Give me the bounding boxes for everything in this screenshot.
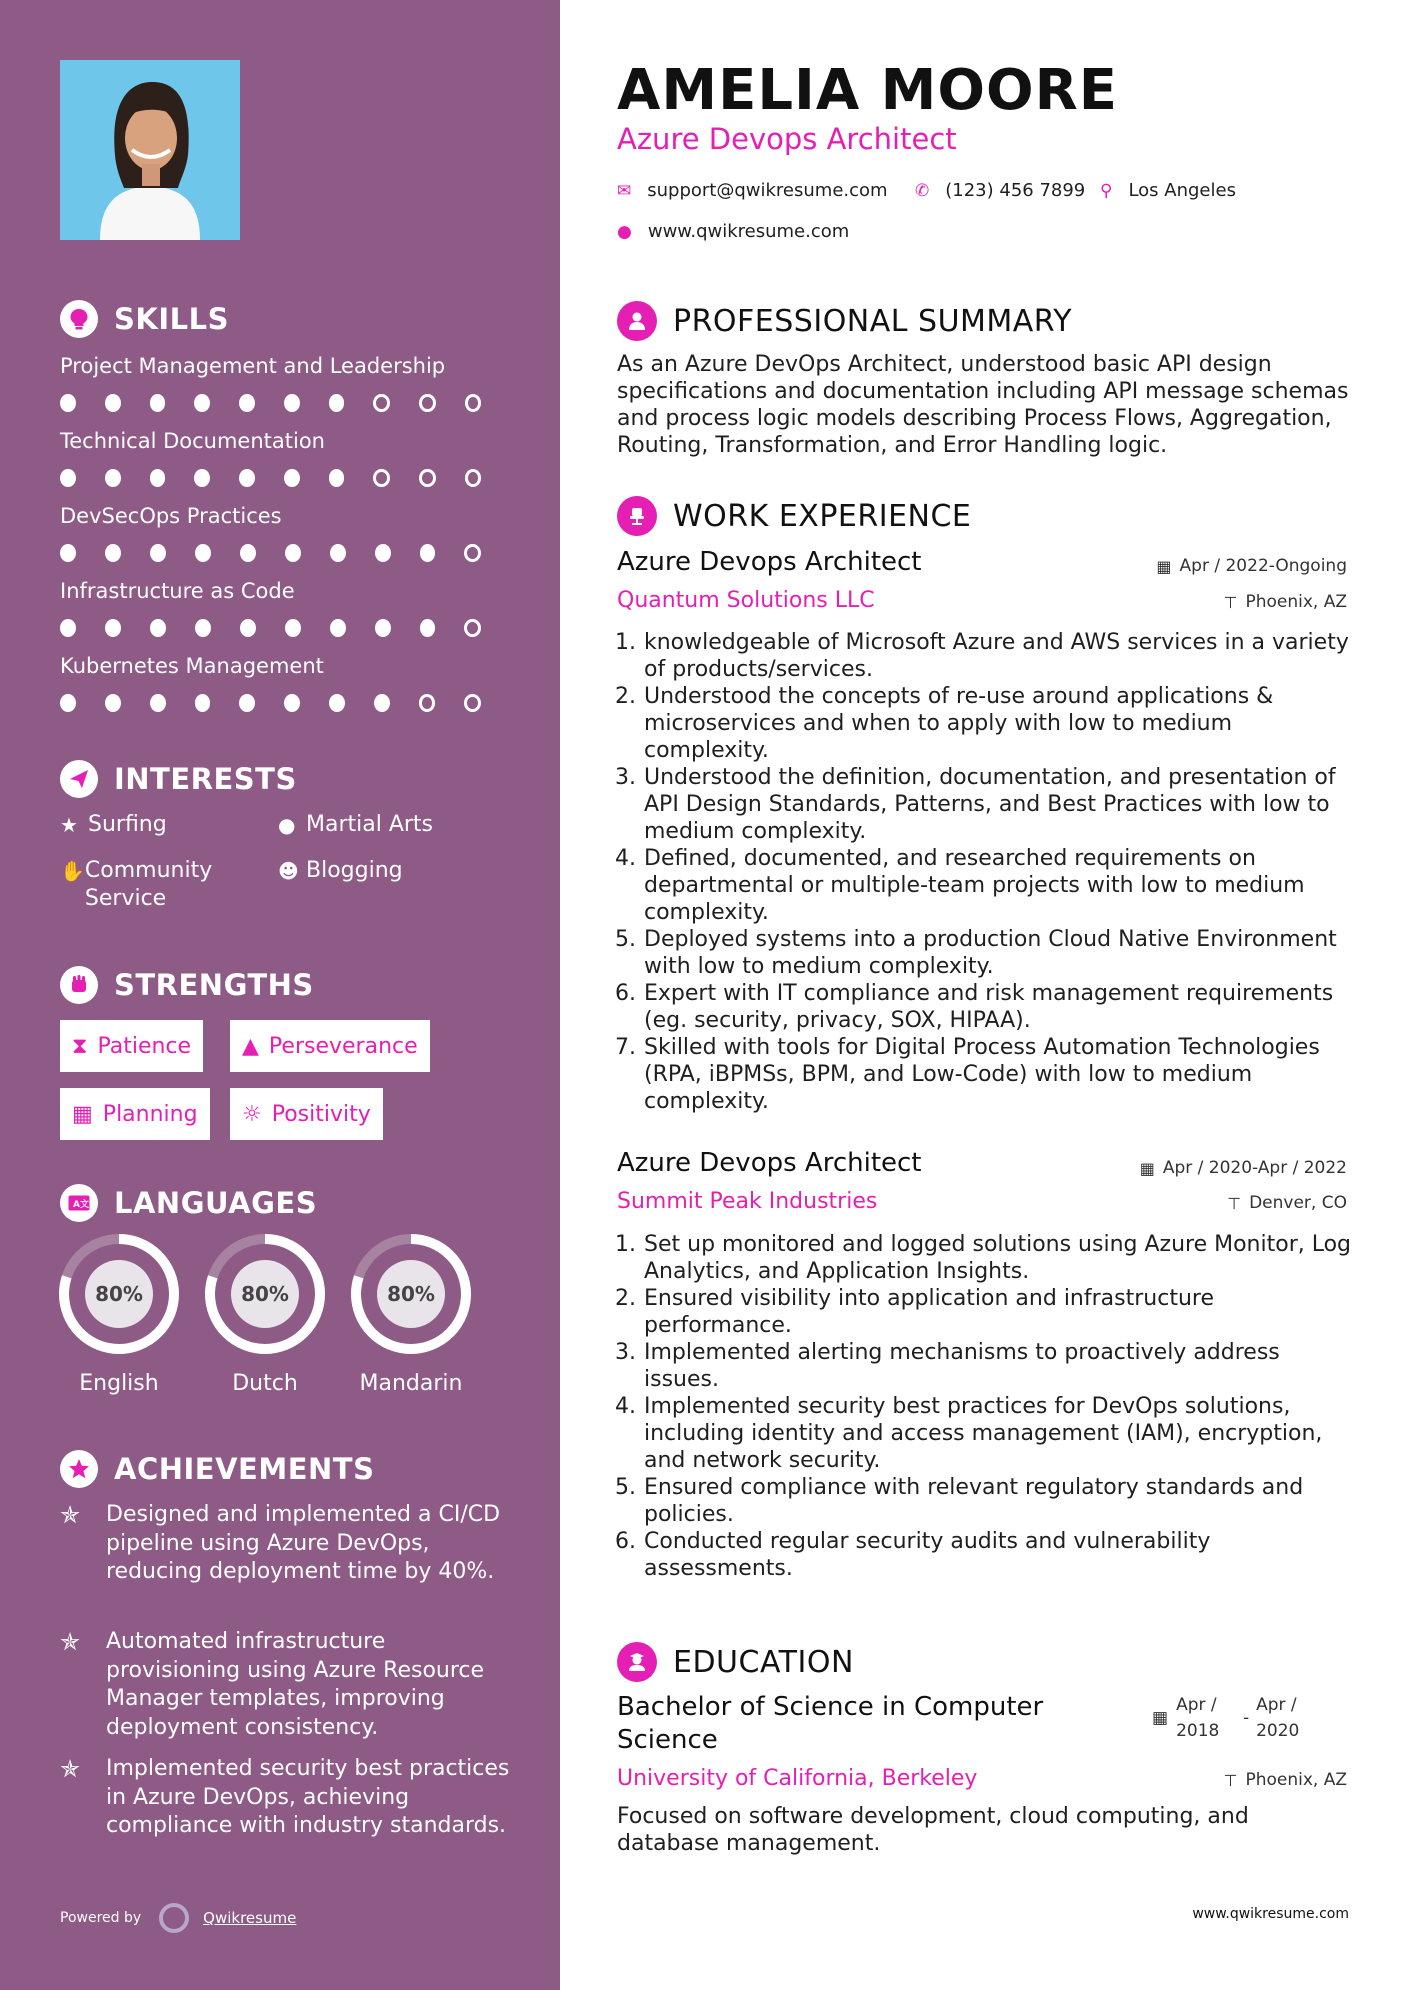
skill-rating (60, 694, 510, 712)
rating-dot-filled (150, 619, 166, 637)
rating-dot-filled (105, 469, 121, 487)
contact-email[interactable]: ✉ support@qwikresume.com (617, 180, 888, 201)
job-dates: ▦ Apr / 2022-Ongoing (1156, 556, 1347, 576)
interest-item: ☻ Blogging (278, 858, 403, 883)
map-pin-icon: ⚲ (1100, 180, 1113, 201)
sidebar (0, 0, 560, 1990)
skill-item: Kubernetes Management (60, 652, 510, 712)
svg-text:A文: A文 (73, 1200, 89, 1210)
skill-item: Technical Documentation (60, 427, 510, 487)
star-icon: ★ (60, 813, 78, 837)
rating-dot-empty (373, 469, 390, 487)
rating-dot-filled (374, 694, 390, 712)
user-icon (617, 301, 657, 341)
rating-dot-empty (419, 394, 436, 412)
calendar-icon: ▦ (1156, 556, 1172, 576)
pushpin-icon: ⊤ (1223, 592, 1238, 612)
skill-rating (60, 394, 510, 412)
rating-dot-filled (240, 544, 256, 562)
list-item: 2. Understood the concepts of re-use around applications & microservices and when to apply with low to medium complexity. (615, 684, 1274, 763)
school-location: ⊤ Phoenix, AZ (1223, 1770, 1347, 1790)
pushpin-icon: ⊤ (1223, 1770, 1238, 1790)
job-title: Azure Devops Architect (617, 1148, 922, 1178)
company-name: Quantum Solutions LLC (617, 588, 875, 613)
rating-dot-filled (60, 469, 76, 487)
globe-icon: ● (617, 221, 632, 242)
skill-rating (60, 469, 510, 487)
contact-phone[interactable]: ✆ (123) 456 7899 (915, 180, 1086, 201)
rating-dot-filled (195, 694, 211, 712)
strengths-heading: STRENGTHS (60, 966, 314, 1004)
education-dates: ▦ Apr / 2018 - Apr / 2020 (1152, 1695, 1300, 1741)
list-item: 1. knowledgeable of Microsoft Azure and AWS services in a variety of products/services. (615, 630, 1349, 682)
pushpin-icon: ⊤ (1227, 1193, 1242, 1213)
rating-dot-filled (284, 469, 300, 487)
language-ring (204, 1233, 326, 1355)
skill-rating (60, 544, 510, 562)
rating-dot-empty (464, 619, 481, 637)
interest-item: ✋ Community Service (60, 858, 213, 911)
achievements-heading: ACHIEVEMENTS (60, 1450, 374, 1488)
rating-dot-empty (464, 694, 481, 712)
rating-dot-filled (150, 544, 166, 562)
job-bullets (610, 629, 1355, 1115)
rating-dot-filled (105, 394, 121, 412)
translate-icon (60, 1184, 98, 1222)
rating-dot-filled (150, 394, 166, 412)
rating-dot-filled (375, 544, 391, 562)
languages-heading: A文 LANGUAGES (60, 1184, 317, 1222)
list-item: 4. Defined, documented, and researched requirements on departmental or multiple-team projects with low to medium complexity. (615, 846, 1305, 925)
star-badge-icon: ✯ (60, 1755, 81, 1783)
powered-by: Powered by Qwikresume (60, 1903, 296, 1933)
achievement-item: ✯ Designed and implemented a CI/CD pipeline using Azure DevOps, reducing deployment time by 40%. (60, 1501, 510, 1587)
rating-dot-filled (105, 694, 121, 712)
list-item: 5. Ensured compliance with relevant regulatory standards and policies. (615, 1475, 1304, 1527)
list-item: 6. Conducted regular security audits and vulnerability assessments. (615, 1529, 1211, 1581)
achievement-item: ✯ Automated infrastructure provisioning using Azure Resource Manager templates, improving deployment consistency. (60, 1628, 510, 1742)
skill-item: Project Management and Leadership (60, 352, 510, 412)
rating-dot-empty (373, 394, 390, 412)
svg-text:80%: 80% (387, 1282, 435, 1306)
rating-dot-filled (195, 619, 211, 637)
list-item: 2. Ensured visibility into application and infrastructure performance. (615, 1286, 1214, 1338)
candidate-role: Azure Devops Architect (617, 122, 957, 156)
footer-url[interactable]: www.qwikresume.com (1192, 1906, 1349, 1922)
strength-chip: ▲ Perseverance (230, 1020, 430, 1072)
fist-icon (60, 966, 98, 1004)
calendar-icon: ▦ (1139, 1158, 1155, 1178)
list-item: 4. Implemented security best practices for DevOps solutions, including identity and access management (IAM), encryption, and network security. (615, 1394, 1323, 1473)
calendar-icon: ▦ (72, 1101, 93, 1127)
svg-text:80%: 80% (241, 1282, 289, 1306)
rating-dot-empty (465, 394, 482, 412)
summary-heading: PROFESSIONAL SUMMARY (617, 301, 1072, 341)
rating-dot-filled (150, 694, 166, 712)
rating-dot-filled (150, 469, 166, 487)
hourglass-icon: ⧗ (72, 1033, 88, 1059)
list-item: 3. Implemented alerting mechanisms to proactively address issues. (615, 1340, 1280, 1392)
svg-text:80%: 80% (95, 1282, 143, 1306)
sun-icon: ☼ (242, 1101, 262, 1127)
rating-dot-filled (420, 619, 436, 637)
strength-chip: ⧗ Patience (60, 1020, 203, 1072)
calendar-icon: ▦ (1152, 1708, 1169, 1728)
skills-heading: SKILLS (60, 300, 229, 338)
rating-dot-filled (284, 394, 300, 412)
rating-dot-empty (465, 469, 482, 487)
interest-item: ★ Surfing (60, 812, 167, 837)
language-ring (58, 1233, 180, 1355)
rating-dot-filled (195, 544, 211, 562)
education-heading: EDUCATION (617, 1642, 854, 1682)
graduate-icon (617, 1642, 657, 1682)
rating-dot-filled (285, 544, 301, 562)
rating-dot-filled (329, 469, 345, 487)
list-item: 1. Set up monitored and logged solutions using Azure Monitor, Log Analytics, and Application Insights. (615, 1232, 1352, 1284)
achievement-item: ✯ Implemented security best practices in Azure DevOps, achieving compliance with industry standards. (60, 1755, 510, 1841)
rating-dot-filled (239, 469, 255, 487)
rating-dot-filled (60, 544, 76, 562)
rating-dot-filled (105, 544, 121, 562)
brand-link[interactable]: Qwikresume (203, 1909, 297, 1927)
rating-dot-filled (60, 694, 76, 712)
strength-chip: ▦ Planning (60, 1088, 210, 1140)
skill-rating (60, 619, 510, 637)
candidate-name: AMELIA MOORE (617, 58, 1118, 123)
globe-icon: ● (278, 813, 296, 837)
interest-item: ● Martial Arts (278, 812, 434, 837)
envelope-icon: ✉ (617, 180, 632, 201)
rating-dot-filled (284, 694, 300, 712)
strength-chip: ☼ Positivity (230, 1088, 383, 1140)
language-item: 80% English (58, 1233, 180, 1396)
rating-dot-filled (60, 619, 76, 637)
rating-dot-filled (329, 694, 345, 712)
list-item: 6. Expert with IT compliance and risk management requirements (eg. security, privacy, SOX, HIPAA). (615, 981, 1334, 1033)
rating-dot-filled (375, 619, 391, 637)
contact-location: ⚲ Los Angeles (1100, 180, 1236, 201)
rating-dot-filled (239, 694, 255, 712)
rating-dot-filled (105, 619, 121, 637)
rating-dot-filled (240, 619, 256, 637)
phone-icon: ✆ (915, 180, 930, 201)
list-item: 5. Deployed systems into a production Cloud Native Environment with low to medium complexity. (615, 927, 1337, 979)
lightbulb-icon (60, 300, 98, 338)
degree-title: Bachelor of Science in Computer Science (617, 1692, 1044, 1755)
rating-dot-filled (194, 394, 210, 412)
interests-heading: INTERESTS (60, 760, 297, 798)
rating-dot-filled (330, 619, 346, 637)
skill-item: DevSecOps Practices (60, 502, 510, 562)
job-title: Azure Devops Architect (617, 547, 922, 577)
trophy-star-icon (60, 1450, 98, 1488)
rating-dot-filled (330, 544, 346, 562)
rating-dot-empty (419, 469, 436, 487)
job-location: ⊤ Phoenix, AZ (1223, 592, 1347, 612)
rating-dot-filled (239, 394, 255, 412)
list-item: 7. Skilled with tools for Digital Process Automation Technologies (RPA, iBPMSs, BPM, and Low-Code) with low to medium complexity. (615, 1035, 1320, 1114)
office-chair-icon (617, 496, 657, 536)
language-item: 80% Dutch (204, 1233, 326, 1396)
paper-plane-icon (60, 760, 98, 798)
rating-dot-filled (194, 469, 210, 487)
star-badge-icon: ✯ (60, 1628, 81, 1656)
rating-dot-empty (464, 544, 481, 562)
star-badge-icon: ✯ (60, 1501, 81, 1529)
qwikresume-logo-icon (159, 1903, 189, 1933)
list-item: 3. Understood the definition, documentation, and presentation of API Design Standards, Patterns, and Best Practices with low to medium complexity. (615, 765, 1336, 844)
users-icon: ☻ (278, 859, 299, 883)
profile-photo (60, 60, 240, 240)
hand-icon: ✋ (60, 859, 85, 883)
skill-item: Infrastructure as Code (60, 577, 510, 637)
contact-website[interactable]: ● www.qwikresume.com (617, 221, 850, 242)
job-dates: ▦ Apr / 2020-Apr / 2022 (1139, 1158, 1347, 1178)
rating-dot-filled (329, 394, 345, 412)
rating-dot-empty (419, 694, 436, 712)
rating-dot-filled (285, 619, 301, 637)
company-name: Summit Peak Industries (617, 1189, 878, 1214)
rating-dot-filled (420, 544, 436, 562)
language-ring (350, 1233, 472, 1355)
school-name: University of California, Berkeley (617, 1766, 978, 1791)
summary-text: As an Azure DevOps Architect, understood basic API design specifications and documentation including API message schemas and process logic models describing Process Flows, Aggregation, Routing, Transformation, and Error Handling logic. (617, 352, 1349, 458)
job-bullets (610, 1231, 1355, 1582)
rating-dot-filled (60, 394, 76, 412)
experience-heading: WORK EXPERIENCE (617, 496, 971, 536)
language-item: 80% Mandarin (350, 1233, 472, 1396)
education-description: Focused on software development, cloud computing, and database management. (617, 1804, 1249, 1856)
job-location: ⊤ Denver, CO (1227, 1193, 1347, 1213)
mountain-icon: ▲ (242, 1033, 259, 1059)
